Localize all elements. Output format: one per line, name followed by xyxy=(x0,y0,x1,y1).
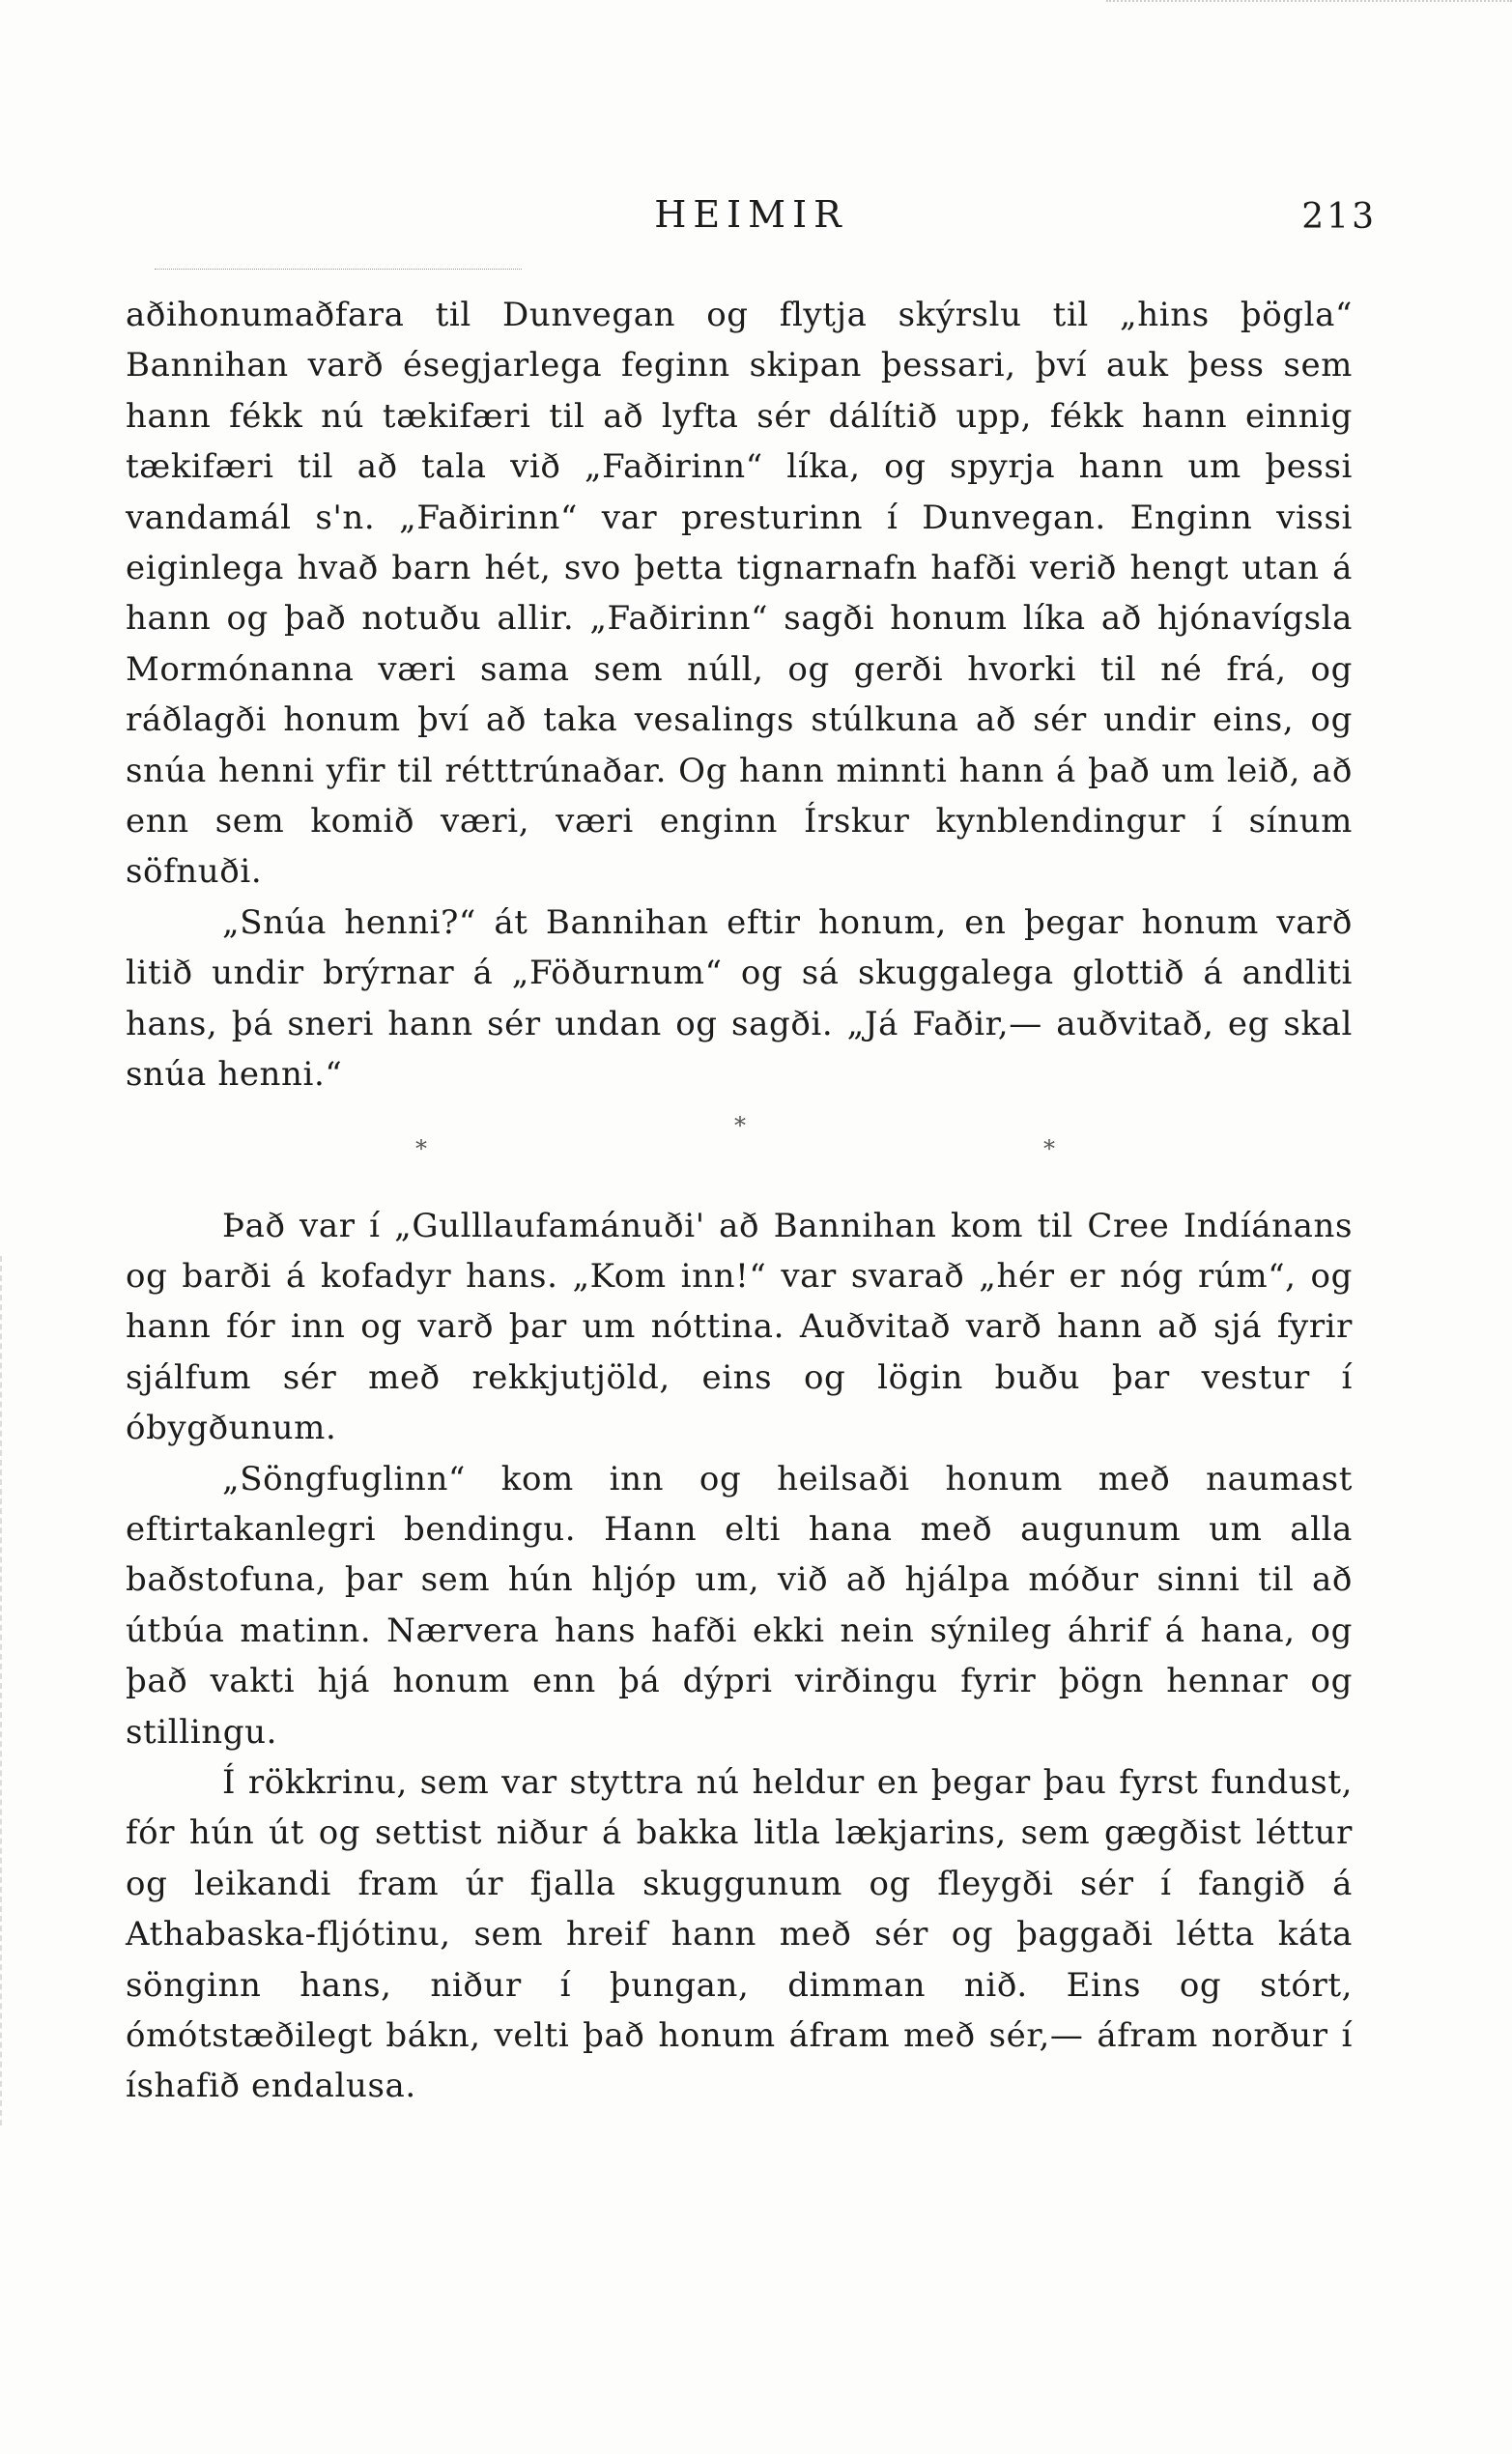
section-separator xyxy=(126,1100,1353,1201)
paragraph-2: „Snúa henni?“ át Bannihan eftir honum, en þegar honum varð litið undir brýrnar á „Föðurnum“ og sá skuggalega glottið á andliti hans, þá sneri hann sér undan og sagði. „Já Faðir,— auðvitað, eg skal snúa henni.“ xyxy=(126,902,1353,1095)
running-head: HEIMIR xyxy=(654,193,848,236)
separator-star: * xyxy=(734,1111,747,1139)
page-number: 213 xyxy=(1301,197,1377,237)
paragraph-5: Í rökkrinu, sem var styttra nú heldur en þegar þau fyrst fundust, fór hún út og settist niður á bakka litla lækjarins, sem gægðist léttur og leikandi fram úr fjalla skuggunum og fleygði sér í fangið á Athabaska-fljótinu, sem hreif hann með sér og þaggaði létta káta sönginn hans, niður í þungan, dimman nið. Eins og stórt, ómótstæðilegt bákn, velti það honum áfram með sér,— áfram norður í íshafið endalusa. xyxy=(126,1762,1353,2106)
header-rule xyxy=(155,269,522,270)
page-header xyxy=(126,193,1377,251)
scan-artifact-left xyxy=(0,1256,8,2126)
separator-star: * xyxy=(415,1134,428,1162)
paragraph-4: „Söngfuglinn“ kom inn og heilsaði honum með naumast eftirtakanlegri bendingu. Hann elti hana með augunum um alla baðstofuna, þar sem hún hljóp um, við að hjálpa móður sinni til að útbúa matinn. Nærvera hans hafði ekki nein sýnileg áhrif á hana, og það vakti hjá honum enn þá dýpri virðingu fyrir þögn hennar og stillingu. xyxy=(126,1459,1353,1752)
body-text xyxy=(126,290,1353,2112)
scan-artifact-top xyxy=(1106,0,1512,10)
paragraph-3: Það var í „Gulllaufamánuði' að Bannihan kom til Cree Indíánans og barði á kofadyr hans. „Kom inn!“ var svarað „hér er nóg rúm“, og hann fór inn og varð þar um nóttina. Auðvitað varð hann að sjá fyrir sjálfum sér með rekkjutjöld, eins og lögin buðu þar vestur í óbygðunum. xyxy=(126,1206,1353,1448)
paragraph-1: aðihonumaðfara til Dunvegan og flytja skýrslu til „hins þögla“ Bannihan varð ésegjarlega feginn skipan þessari, því auk þess sem hann fékk nú tækifæri til að lyfta sér dálítið upp, fékk hann einnig tækifæri til að tala við „Faðirinn“ líka, og spyrja hann um þessi vandamál s'n. „Faðirinn“ var presturinn í Dunvegan. Enginn vissi eiginlega hvað barn hét, svo þetta tignarnafn hafði verið hengt utan á hann og það notuðu allir. „Faðirinn“ sagði honum líka að hjónavígsla Mormónanna væri sama sem núll, og gerði hvorki til né frá, og ráðlagði honum því að taka vesalings stúlkuna að sér undir eins, og snúa henni yfir til rétttrúnaðar. Og hann minnti hann á það um leið, að enn sem komið væri, væri enginn Írskur kynblendingur í sínum söfnuði. xyxy=(126,296,1353,892)
separator-star: * xyxy=(1043,1134,1056,1162)
